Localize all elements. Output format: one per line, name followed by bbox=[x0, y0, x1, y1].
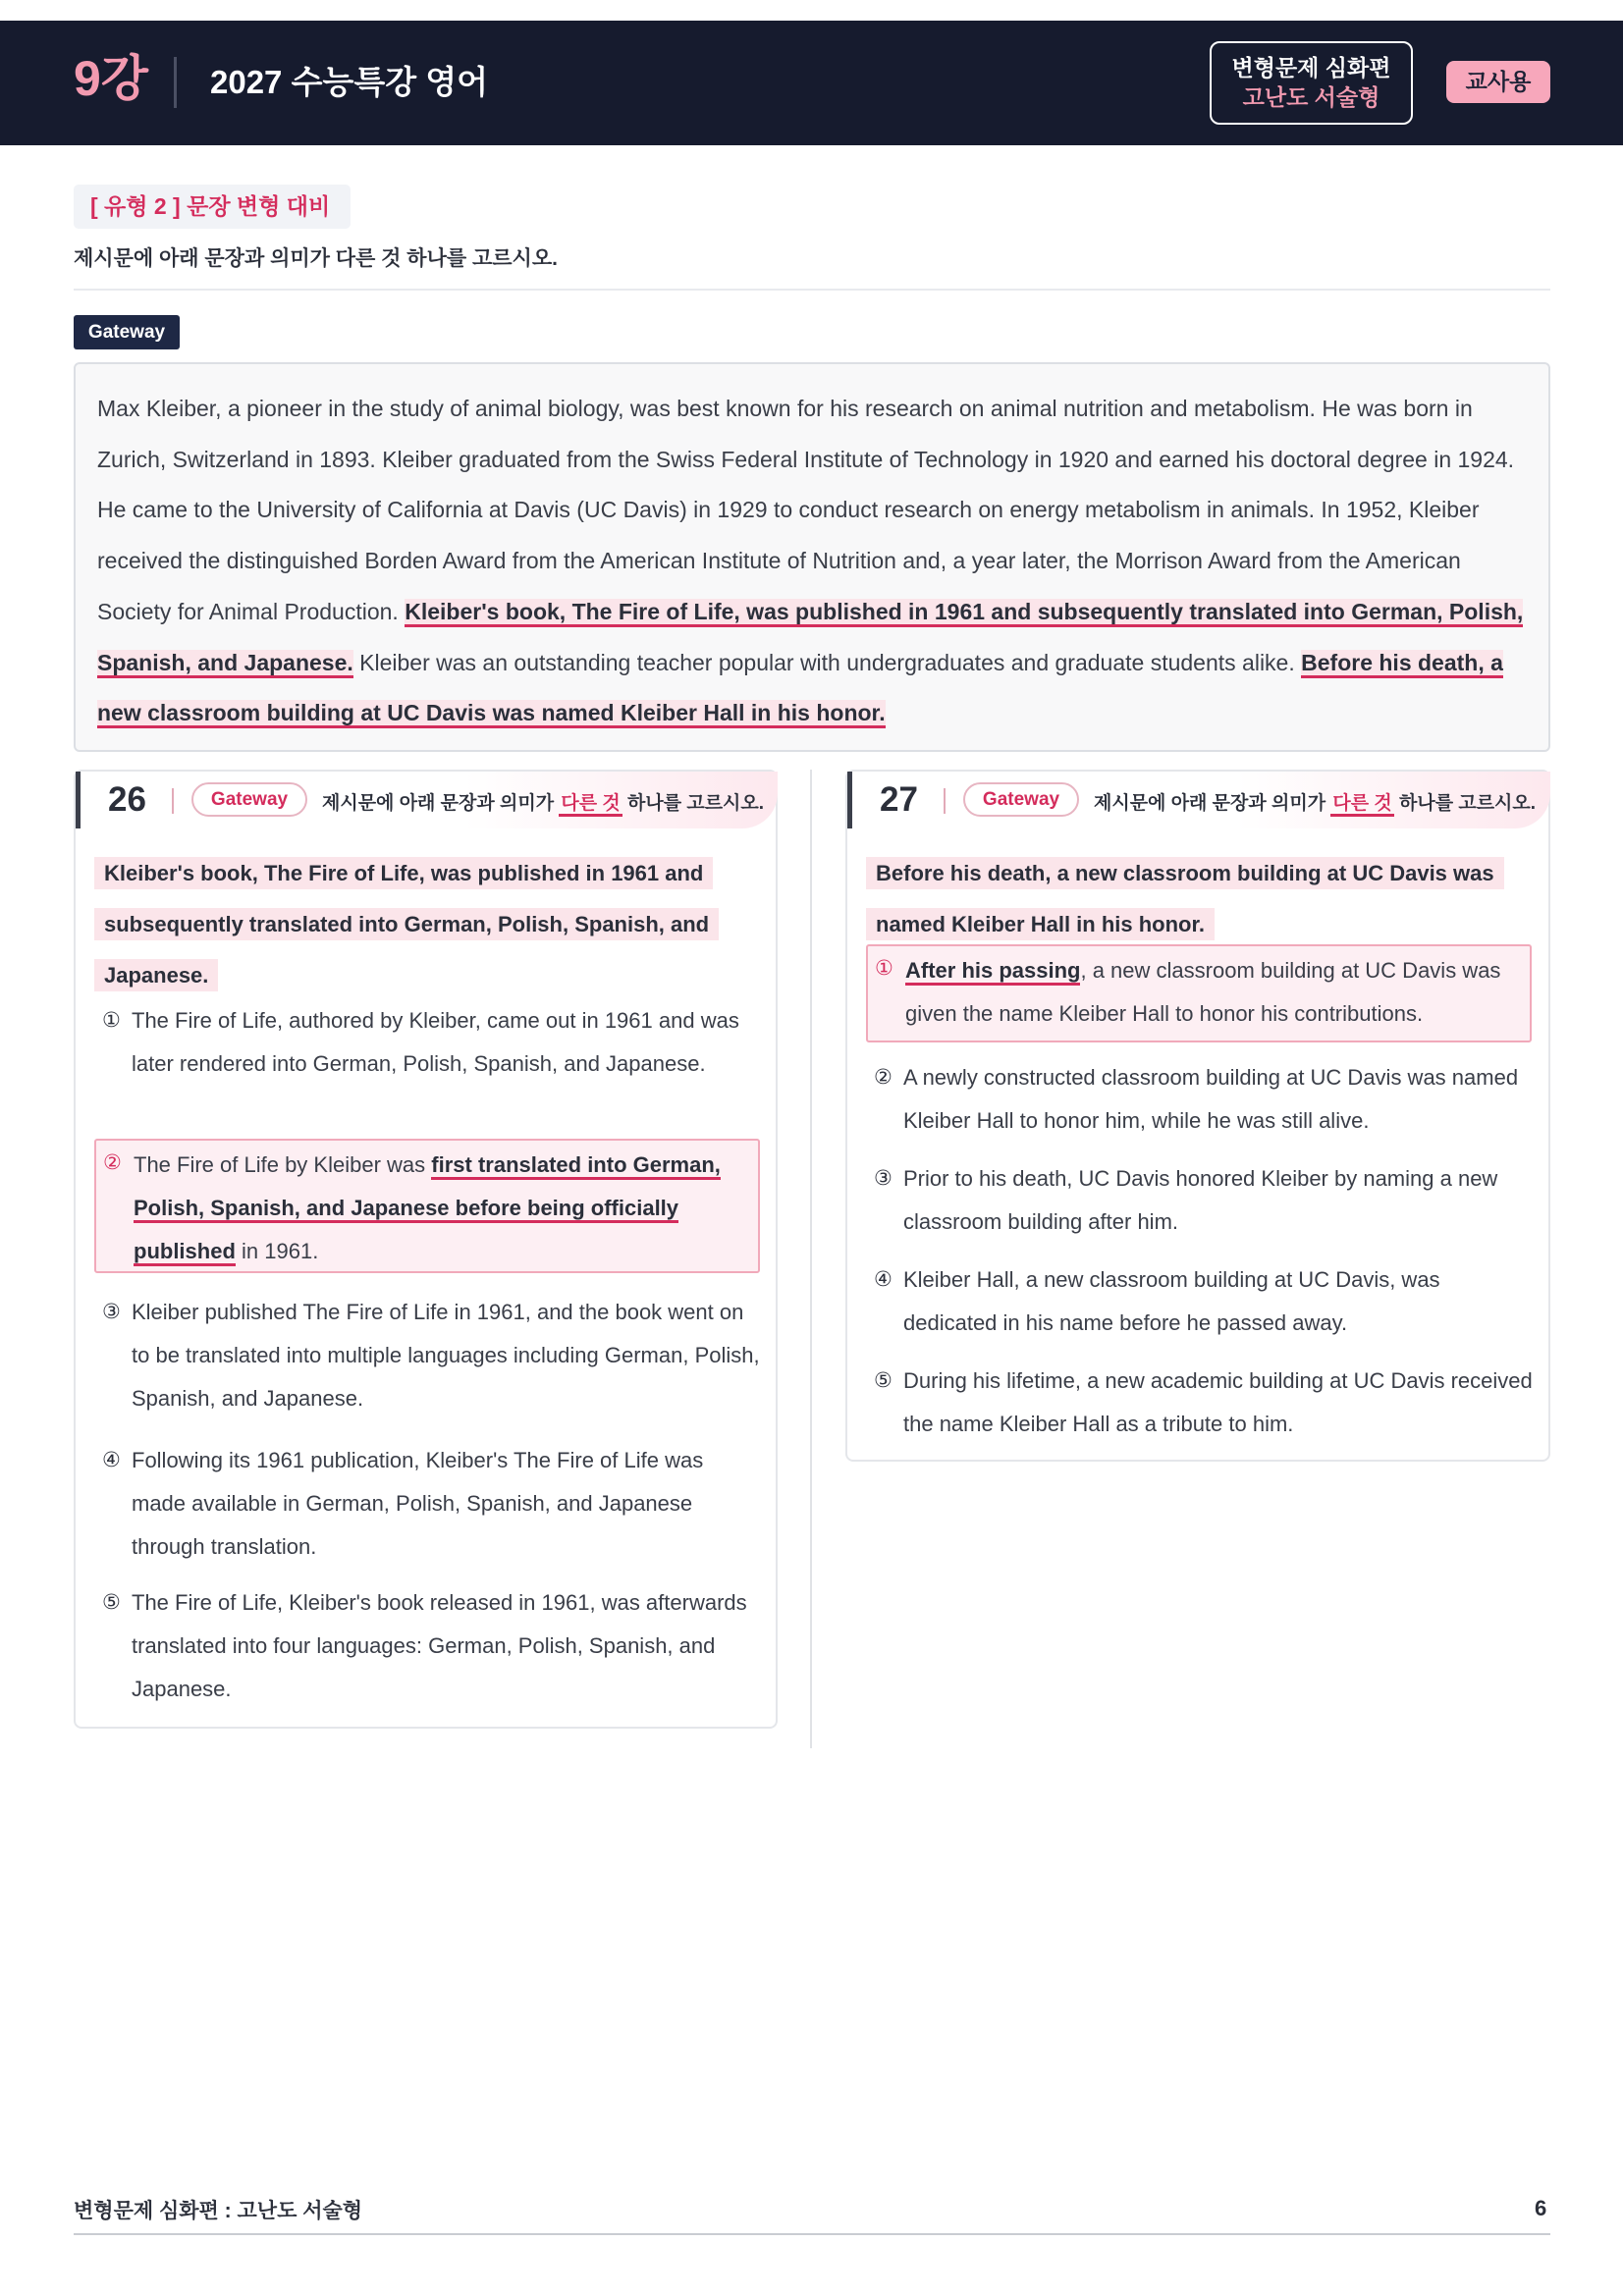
instruction-text: 하나를 고르시오. bbox=[627, 793, 765, 814]
question-stem bbox=[94, 848, 742, 1001]
option-1-answer[interactable] bbox=[866, 944, 1532, 1042]
passage-text-1: Max Kleiber, a pioneer in the study of animal biology, was best known for his research on animal nutrition and metabolism. He was born in Zurich, Switzerland in 1893. Kleiber graduated from the Swiss Federal Institute of Technology in 1920 and earned his doctoral degree in 1924. He came to the University of California at Davis (UC Davis) in 1929 to conduct research on energy metabolism in animals. In 1952, Kleiber received the distinguished Borden Award from the American Institute of Nutrition and, a year later, the Morrison Award from the American Society for Animal Production. bbox=[97, 396, 1515, 624]
passage-text-2: Kleiber was an outstanding teacher popular with undergraduates and graduate students alike. bbox=[359, 649, 1295, 675]
page-number: 6 bbox=[1535, 2196, 1547, 2220]
option-2-answer[interactable] bbox=[94, 1139, 760, 1273]
gateway-pill: Gateway bbox=[191, 782, 307, 817]
stem-text: Before his death, a new classroom building at UC Davis was named Kleiber Hall in his honor. bbox=[866, 857, 1504, 940]
option-underlined-text: After his passing bbox=[905, 958, 1080, 986]
footer-divider bbox=[74, 2233, 1550, 2235]
option-text: During his lifetime, a new academic building at UC Davis received the name Kleiber Hall as a tribute to him. bbox=[903, 1368, 1533, 1436]
option-text: The Fire of Life by Kleiber was bbox=[134, 1152, 426, 1177]
question-header bbox=[847, 772, 1550, 828]
option-number: ③ bbox=[874, 1167, 893, 1190]
question-card-26 bbox=[74, 770, 778, 1729]
option-4[interactable] bbox=[94, 1439, 762, 1569]
section-divider bbox=[74, 289, 1550, 291]
gateway-pill: Gateway bbox=[963, 782, 1079, 817]
type-tag: [ 유형 2 ] 문장 변형 대비 bbox=[74, 185, 351, 229]
instruction-text: 제시문에 아래 문장과 의미가 bbox=[322, 793, 555, 814]
option-number: ① bbox=[102, 1009, 121, 1032]
option-5[interactable] bbox=[94, 1581, 762, 1711]
option-underlined-text: first translated into German, Polish, Spanish, and Japanese before being officially published bbox=[134, 1152, 721, 1266]
question-number: 26 bbox=[108, 780, 146, 819]
option-2[interactable] bbox=[866, 1056, 1534, 1143]
option-text: Following its 1961 publication, Kleiber's The Fire of Life was made available in German, Polish, Spanish, and Japanese through translation. bbox=[132, 1448, 704, 1559]
teacher-badge: 교사용 bbox=[1446, 61, 1550, 103]
series-box bbox=[1210, 41, 1413, 125]
series-line-1: 변형문제 심화편 bbox=[1231, 55, 1391, 80]
option-text: Kleiber published The Fire of Life in 1961, and the book went on to be translated into multiple languages including German, Polish, Spanish, and Japanese. bbox=[132, 1300, 760, 1411]
lesson-number: 9강 bbox=[74, 51, 149, 106]
question-header-divider bbox=[944, 788, 946, 814]
option-text: A newly constructed classroom building at UC Davis was named Kleiber Hall to honor him, while he was still alive. bbox=[903, 1065, 1519, 1133]
passage-highlight-2: Before his death, a new classroom building at UC Davis was named Kleiber Hall in his honor. bbox=[97, 650, 1503, 729]
option-number: ④ bbox=[102, 1449, 121, 1471]
section-instruction: 제시문에 아래 문장과 의미가 다른 것 하나를 고르시오. bbox=[74, 247, 558, 270]
option-number: ⑤ bbox=[102, 1591, 121, 1614]
option-text: The Fire of Life, Kleiber's book released in 1961, was afterwards translated into four languages: German, Polish, Spanish, and Japanese. bbox=[132, 1590, 747, 1701]
instruction-text: 제시문에 아래 문장과 의미가 bbox=[1094, 793, 1326, 814]
question-header bbox=[76, 772, 778, 828]
option-text: Prior to his death, UC Davis honored Kleiber by naming a new classroom building after him. bbox=[903, 1166, 1498, 1234]
passage-box bbox=[74, 362, 1550, 752]
option-number: ① bbox=[875, 957, 893, 980]
gateway-tag: Gateway bbox=[74, 315, 180, 349]
question-card-27 bbox=[845, 770, 1550, 1462]
header-divider bbox=[174, 57, 177, 108]
option-number: ② bbox=[874, 1066, 893, 1089]
page-header bbox=[0, 21, 1623, 145]
option-number: ⑤ bbox=[874, 1369, 893, 1392]
question-header-divider bbox=[172, 788, 174, 814]
option-number: ② bbox=[103, 1151, 122, 1174]
instruction-keyword: 다른 것 bbox=[1330, 793, 1393, 817]
question-stem bbox=[866, 848, 1534, 950]
option-5[interactable] bbox=[866, 1360, 1534, 1446]
stem-text: Kleiber's book, The Fire of Life, was published in 1961 and subsequently translated into German, Polish, Spanish, and Japanese. bbox=[94, 857, 719, 991]
option-4[interactable] bbox=[866, 1258, 1534, 1345]
option-text: in 1961. bbox=[242, 1239, 319, 1263]
option-text: Kleiber Hall, a new classroom building at UC Davis, was dedicated in his name before he passed away. bbox=[903, 1267, 1440, 1335]
question-instruction bbox=[322, 788, 764, 815]
option-number: ③ bbox=[102, 1301, 121, 1323]
option-1[interactable] bbox=[94, 999, 762, 1086]
column-divider bbox=[810, 770, 812, 1748]
option-number: ④ bbox=[874, 1268, 893, 1291]
option-3[interactable] bbox=[94, 1291, 762, 1420]
option-text: , a new classroom building at UC Davis was given the name Kleiber Hall to honor his contributions. bbox=[905, 958, 1501, 1026]
passage-highlight-1: Kleiber's book, The Fire of Life, was published in 1961 and subsequently translated into German, Polish, Spanish, and Japanese. bbox=[97, 599, 1523, 678]
question-instruction bbox=[1094, 788, 1536, 815]
footer-title: 변형문제 심화편 : 고난도 서술형 bbox=[74, 2200, 363, 2222]
book-title: 2027 수능특강 영어 bbox=[210, 64, 489, 100]
series-line-2: 고난도 서술형 bbox=[1242, 84, 1380, 110]
instruction-text: 하나를 고르시오. bbox=[1399, 793, 1537, 814]
instruction-keyword: 다른 것 bbox=[559, 793, 622, 817]
option-3[interactable] bbox=[866, 1157, 1534, 1244]
option-text: The Fire of Life, authored by Kleiber, came out in 1961 and was later rendered into German, Polish, Spanish, and Japanese. bbox=[132, 1008, 739, 1076]
question-number: 27 bbox=[880, 780, 918, 819]
